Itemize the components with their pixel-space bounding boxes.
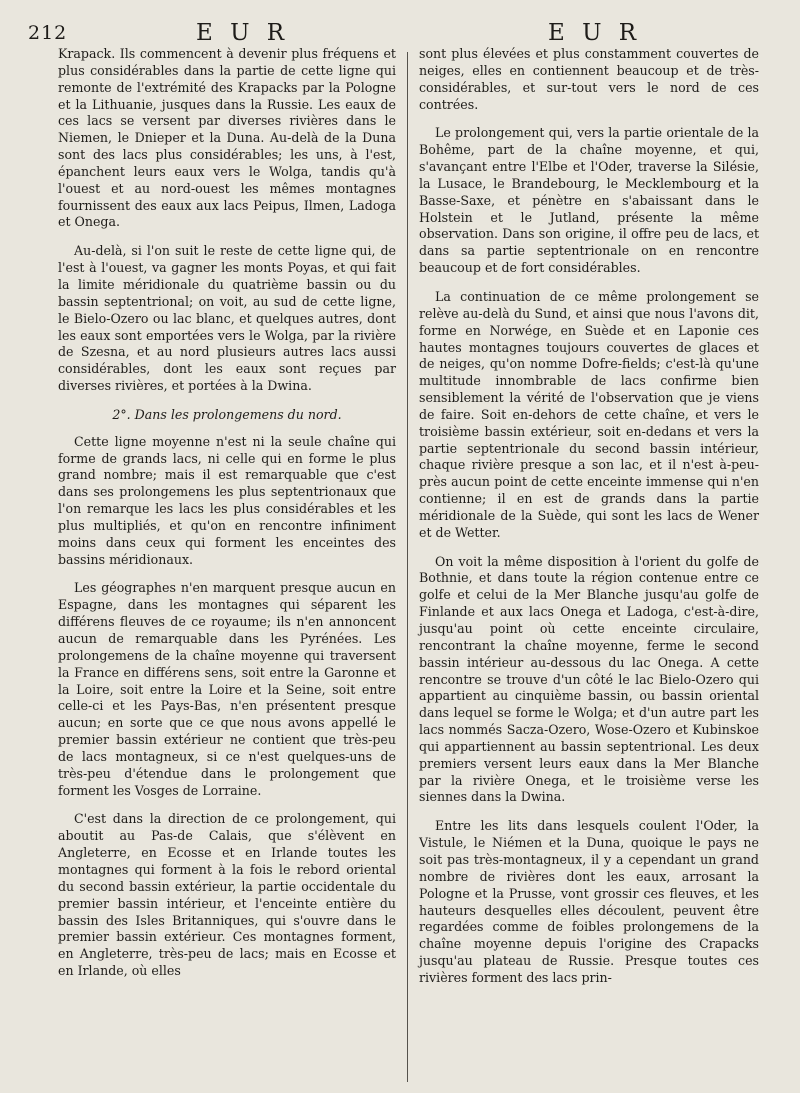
paragraph: Entre les lits dans lesquels coulent l'Oder, la Vistule, le Niémen et la Duna, quoique le pays ne soit pas très-montagneux, il y a cependant un grand nombre de rivières dont les eaux, arrosant la Pologne et la Prusse, vont grossir ces fleuves, et les hauteurs desquelles elles découlent, peuvent être regardées comme de foibles prolongemens de la chaîne moyenne depuis l'origine des Crapacks jusqu'au plateau de Russie. Presque toutes ces rivières forment des lacs prin-: [419, 818, 759, 985]
running-head-right: E U R: [548, 20, 642, 46]
paragraph: Cette ligne moyenne n'est ni la seule chaîne qui forme de grands lacs, ni celle qui en forme le plus grand nombre; mais il est remarquable que c'est dans ses prolongemens les plus septentrionaux que l'on remarque les lacs les plus considérables et les plus multipliés, et qu'on en rencontre infiniment moins dans ceux qui forment les enceintes des bassins méridionaux.: [58, 433, 396, 567]
column-divider: [407, 52, 408, 1082]
paragraph: C'est dans la direction de ce prolongement, qui aboutit au Pas-de Calais, que s'élèvent en Angleterre, en Ecosse et en Irlande toutes les montagnes qui forment à la fois le rebord oriental du second bassin extérieur, la partie occidentale du premier bassin intérieur, et l'enceinte entière du bassin des Isles Britanniques, qui s'ouvre dans le premier bassin extérieur. Ces montagnes forment, en Angleterre, très-peu de lacs; mais en Ecosse et en Irlande, où elles: [58, 811, 396, 979]
page-number: 212: [28, 22, 68, 44]
paragraph: Le prolongement qui, vers la partie orientale de la Bohême, part de la chaîne moyenne, et qui, s'avançant entre l'Elbe et l'Oder, traverse la Silésie, la Lusace, le Brandebourg, le Mecklembourg et la Basse-Saxe, et pénètre en s'abaissant dans le Holstein et le Jutland, présente la même observation. Dans son origine, il offre peu de lacs, et dans sa partie septentrionale on en rencontre beaucoup et de fort considérables.: [419, 125, 759, 276]
paragraph: On voit la même disposition à l'orient du golfe de Bothnie, et dans toute la région contenue entre ce golfe et celui de la Mer Blanche jusqu'au golfe de Finlande et aux lacs Onega et Ladoga, c'est-à-dire, jusqu'au point où cette enceinte circulaire, rencontrant la chaîne moyenne, ferme le second bassin intérieur au-dessous du lac Onega. A cette rencontre se trouve d'un côté le lac Bielo-Ozero qui appartient au cinquième bassin, ou bassin oriental dans lequel se forme le Wolga; et d'un autre part les lacs nommés Sacza-Ozero, Wose-Ozero et Kubinskoe qui appartiennent au bassin septentrional. Les deux premiers versent leurs eaux dans la Mer Blanche par la rivière Onega, et le troisième verse les siennes dans la Dwina.: [419, 553, 759, 805]
paragraph: Krapack. Ils commencent à devenir plus fréquens et plus considérables dans la partie de cette ligne qui remonte de l'extrémité des Krapacks par la Pologne et la Lithuanie, jusques dans la Russie. Les eaux de ces lacs se versent par diverses rivières dans le Niemen, le Dnieper et la Duna. Au-delà de la Duna sont des lacs plus considérables; les uns, à l'est, épanchent leurs eaux vers le Wolga, tandis qu'à l'ouest et au nord-ouest les mêmes montagnes fournissent des eaux aux lacs Peipus, Ilmen, Ladoga et Onega.: [58, 46, 396, 230]
right-column: [419, 46, 759, 999]
paragraph: La continuation de ce même prolongement se relève au-delà du Sund, et ainsi que nous l'avons dit, forme en Norwége, en Suède et en Laponie ces hautes montagnes toujours couvertes de glaces et de neiges, qu'on nomme Dofre-fields; c'est-là qu'une multitude innombrable de lacs confirme bien sensiblement la vérité de l'observation que je viens de faire. Soit en-dehors de cette chaîne, et vers le troisième bassin extérieur, soit en-dedans et vers la partie septentrionale du second bassin intérieur, chaque rivière presque a son lac, et il n'est à-peu-près aucun point de cette enceinte immense qui n'en contienne; il en est de grands dans la partie méridionale de la Suède, qui sont les lacs de Wener et de Wetter.: [419, 288, 759, 540]
left-column: [58, 46, 396, 992]
section-heading: 2°. Dans les prolongemens du nord.: [112, 406, 342, 422]
paragraph: Les géographes n'en marquent presque aucun en Espagne, dans les montagnes qui séparent les différens fleuves de ce royaume; ils n'en annoncent aucun de remarquable dans les Pyrénées. Les prolongemens de la chaîne moyenne qui traversent la France en différens sens, soit entre la Garonne et la Loire, soit entre la Loire et la Seine, soit entre celle-ci et les Pays-Bas, n'en présentent presque aucun; en sorte que ce que nous avons appellé le premier bassin extérieur ne contient que très-peu de lacs montagneux, si ce n'est quelques-uns de très-peu d'étendue dans le prolongement que forment les Vosges de Lorraine.: [58, 580, 396, 798]
running-head-left: E U R: [196, 20, 290, 46]
paragraph: Au-delà, si l'on suit le reste de cette ligne qui, de l'est à l'ouest, va gagner les monts Poyas, et qui fait la limite méridionale du quatrième bassin ou du bassin septentrional; on voit, au sud de cette ligne, le Bielo-Ozero ou lac blanc, et quelques autres, dont les eaux sont emportées vers le Wolga, par la rivière de Szesna, et au nord plusieurs autres lacs aussi considérables, dont les eaux sont reçues par diverses rivières, et portées à la Dwina.: [58, 243, 396, 394]
paragraph: sont plus élevées et plus constamment couvertes de neiges, elles en contiennent beaucoup et de très-considérables, et sur-tout vers le nord de ces contrées.: [419, 46, 759, 112]
